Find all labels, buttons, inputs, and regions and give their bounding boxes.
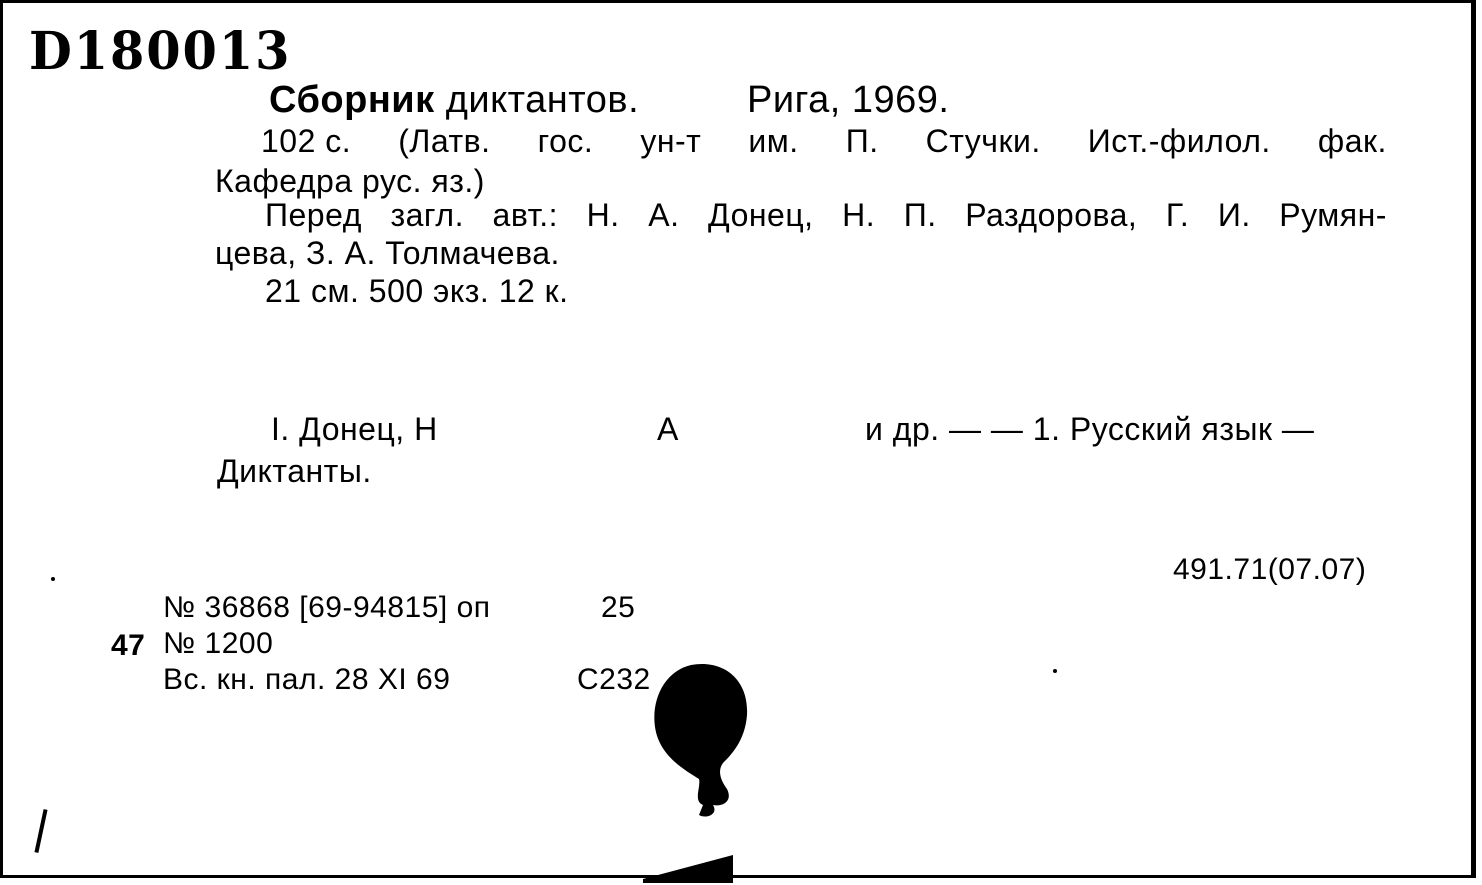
bottom-shadow bbox=[643, 849, 743, 883]
pen-stroke bbox=[34, 809, 47, 853]
place-year: Рига, 1969. bbox=[747, 79, 950, 121]
authors-line-2: цева, З. А. Толмачева. bbox=[215, 235, 560, 271]
collation-word: им. bbox=[748, 123, 799, 159]
collation-word: П. bbox=[845, 123, 879, 159]
authors-word: загл. bbox=[390, 197, 464, 233]
collation-word: фак. bbox=[1317, 123, 1387, 159]
collation-word: 102 с. bbox=[261, 123, 352, 159]
tracing-part-2: А bbox=[657, 411, 679, 447]
tracing-line-2: Диктанты. bbox=[217, 453, 372, 489]
collation-line-2: Кафедра рус. яз.) bbox=[215, 163, 485, 199]
title-bold: Сборник bbox=[269, 79, 435, 121]
registry-line-2: № 1200 bbox=[163, 627, 274, 660]
speck bbox=[1053, 669, 1057, 673]
authors-word: Раздорова, bbox=[965, 197, 1138, 233]
collation-word: гос. bbox=[537, 123, 594, 159]
collation-word: ун-т bbox=[640, 123, 702, 159]
collation-word: Стучки. bbox=[925, 123, 1041, 159]
authors-word: Перед bbox=[265, 197, 362, 233]
classification-number: 491.71(07.07) bbox=[1173, 553, 1367, 586]
authors-word: Н. bbox=[586, 197, 620, 233]
registry-prefix: 47 bbox=[111, 629, 146, 662]
call-number: D180013 bbox=[29, 21, 292, 82]
collation-word: Ист.-филол. bbox=[1087, 123, 1271, 159]
registry-line-3-code: С232 bbox=[577, 663, 651, 696]
authors-word: Г. bbox=[1165, 197, 1190, 233]
tracing-part-3: и др. — — 1. Русский язык — bbox=[865, 411, 1315, 447]
collation-line-1 bbox=[261, 125, 1387, 157]
authors-word: А. bbox=[648, 197, 680, 233]
authors-line-1 bbox=[265, 199, 1387, 231]
registry-line-1-count: 25 bbox=[601, 591, 636, 624]
title-line bbox=[269, 81, 639, 119]
authors-word: Румян- bbox=[1279, 197, 1387, 233]
tracing-part-1: I. Донец, Н bbox=[271, 411, 438, 447]
title-rest: диктантов. bbox=[445, 79, 640, 121]
speck bbox=[51, 577, 55, 581]
registry-line-1: № 36868 [69-94815] оп bbox=[163, 591, 491, 624]
registry-line-3: Вс. кн. пал. 28 XI 69 bbox=[163, 663, 451, 696]
collation-word: (Латв. bbox=[398, 123, 491, 159]
authors-word: Донец, bbox=[708, 197, 814, 233]
authors-word: авт.: bbox=[492, 197, 559, 233]
authors-word: И. bbox=[1217, 197, 1251, 233]
physical-description: 21 см. 500 экз. 12 к. bbox=[265, 273, 569, 309]
authors-word: П. bbox=[903, 197, 937, 233]
authors-word: Н. bbox=[842, 197, 876, 233]
